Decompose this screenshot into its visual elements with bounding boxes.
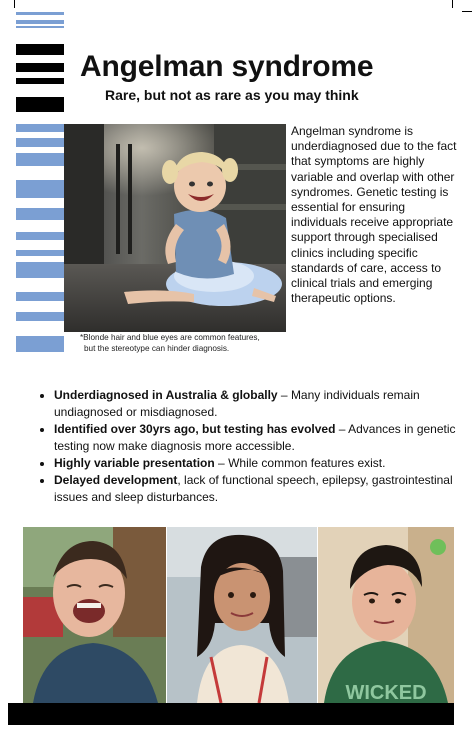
list-item <box>54 472 472 506</box>
list-item-separator: , <box>177 473 185 487</box>
stripe <box>16 180 64 198</box>
stripe <box>16 208 64 220</box>
stripe <box>16 292 64 301</box>
list-item-text: lack of functional speech, epilepsy, gastrointestinal issues and sleep disturbances. <box>54 473 453 504</box>
crop-mark-top-right <box>452 0 453 8</box>
photo-caption-line: *Blonde hair and blue eyes are common features, <box>80 333 260 342</box>
list-item-text: Many individuals remain undiagnosed or misdiagnosed. <box>54 388 420 419</box>
stripe <box>16 312 64 321</box>
page-subtitle: Rare, but not as rare as you may think <box>105 87 359 103</box>
list-item-separator: – <box>335 422 349 436</box>
crop-mark-top <box>14 0 15 8</box>
list-item-text: Advances in genetic testing now make diagnosis more accessible. <box>54 422 456 453</box>
stripe <box>16 26 64 28</box>
stripe <box>16 97 64 112</box>
list-item <box>54 387 472 421</box>
photo-smiling-young-man <box>23 527 166 703</box>
list-item-heading: Delayed development <box>54 473 178 487</box>
photo-young-girl <box>167 527 317 703</box>
list-item-heading: Highly variable presentation <box>54 456 215 470</box>
stripe <box>16 78 64 84</box>
stripe <box>16 250 64 256</box>
stripe <box>16 262 64 278</box>
girl-photo-illustration <box>64 124 286 332</box>
photo-caption-line: but the stereotype can hinder diagnosis. <box>84 343 230 353</box>
stripe <box>16 153 64 166</box>
stripe <box>16 232 64 240</box>
crop-mark-top-right-h <box>462 11 472 12</box>
key-points-list <box>28 387 472 506</box>
stripe <box>16 124 64 132</box>
list-item-heading: Identified over 30yrs ago, but testing has evolved <box>54 422 336 436</box>
list-item-separator: – <box>277 388 291 402</box>
stripe <box>16 336 64 352</box>
list-item-text: While common features exist. <box>228 456 386 470</box>
stripe <box>16 20 64 24</box>
footer-bar <box>8 703 454 725</box>
photo-young-man-green-shirt <box>318 527 454 703</box>
stripe <box>16 63 64 72</box>
stripe <box>16 138 64 147</box>
page-title: Angelman syndrome <box>80 50 374 83</box>
list-item <box>54 455 472 472</box>
intro-paragraph: Angelman syndrome is underdiagnosed due to the fact that symptoms are highly variable and overlap with other syndromes. Genetic testing is essential for ensuring individuals receive appropriate support through specialised clinics including specific standards of care, access to clinical trials and emerging therapeutic options. <box>291 124 457 306</box>
main-photo <box>64 124 286 332</box>
shirt-text: WICKED <box>345 682 427 703</box>
list-item <box>54 421 472 455</box>
stripe <box>16 44 64 55</box>
stripe <box>16 12 64 15</box>
photo-caption <box>80 333 290 354</box>
list-item-separator: – <box>214 456 229 470</box>
list-item-heading: Underdiagnosed in Australia & globally <box>54 388 278 402</box>
